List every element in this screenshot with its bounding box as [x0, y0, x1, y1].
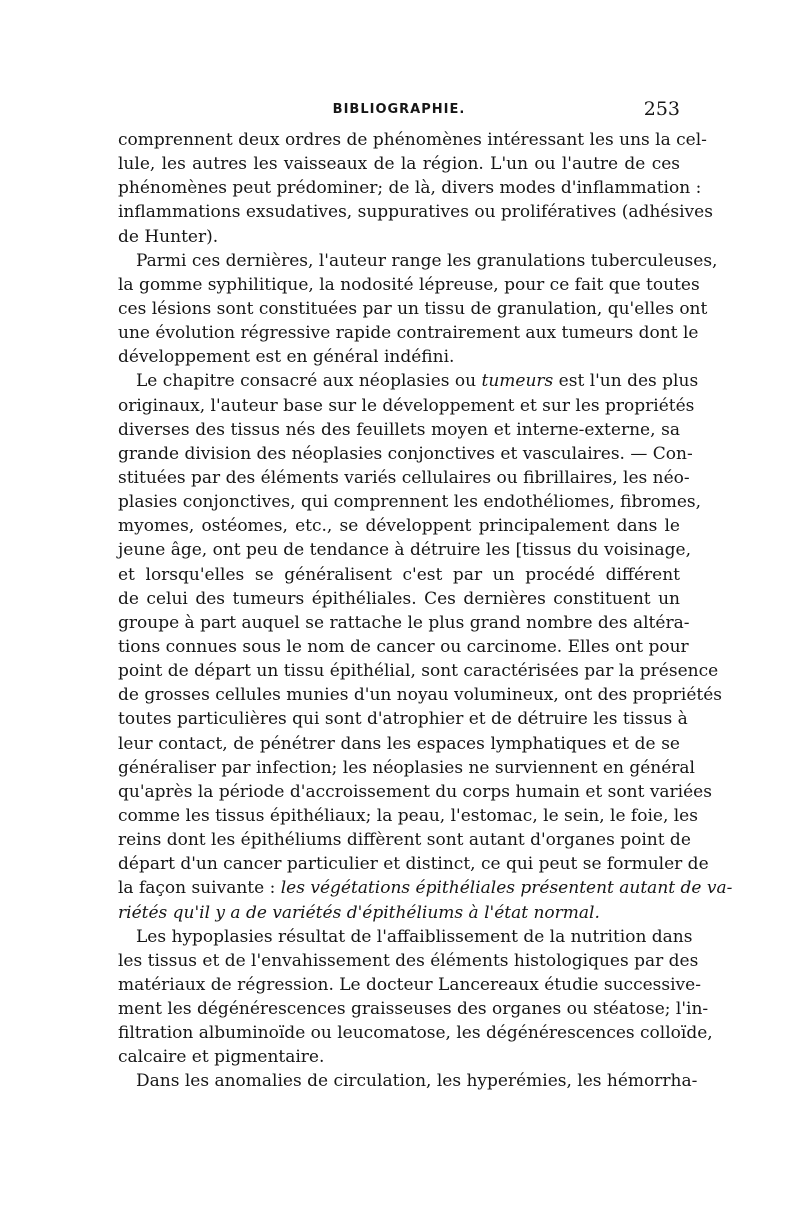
body-text — [118, 128, 733, 1094]
running-title: BIBLIOGRAPHIE. — [332, 102, 466, 117]
text-line: stituées par des éléments variés cellulaires ou fibrillaires, les néo- — [118, 467, 690, 488]
text-line: grande division des néoplasies conjonctives et vasculaires. — Con- — [118, 443, 693, 464]
text-line: toutes particulières qui sont d'atrophier et de détruire les tissus à — [118, 709, 688, 730]
text-line: ment les dégénérescences graisseuses des organes ou stéatose; l'in- — [118, 999, 709, 1020]
text-line: matériaux de régression. Le docteur Lancereaux étudie successive- — [118, 974, 701, 995]
text-line: généraliser par infection; les néoplasies ne surviennent en général — [118, 757, 695, 778]
italic-term: tumeurs — [481, 371, 554, 392]
text-line: Parmi ces dernières, l'auteur range les granulations tuberculeuses, — [136, 250, 718, 271]
text-line: Dans les anomalies de circulation, les hyperémies, les hémorrha- — [136, 1071, 698, 1092]
text-line: qu'après la période d'accroissement du corps humain et sont variées — [118, 781, 712, 802]
text-line: inflammations exsudatives, suppuratives ou prolifératives (adhésives — [118, 202, 713, 223]
text-line: calcaire et pigmentaire. — [118, 1047, 325, 1068]
text-line — [118, 369, 699, 393]
text-segment: la façon suivante : — [118, 878, 276, 899]
text-line: et lorsqu'elles se généralisent c'est par un procédé différent — [118, 564, 680, 585]
text-line: de celui des tumeurs épithéliales. Ces dernières constituent un — [118, 588, 680, 609]
text-line: de grosses cellules munies d'un noyau volumineux, ont des propriétés — [118, 685, 723, 706]
text-segment: Le chapitre consacré aux néoplasies ou — [136, 371, 477, 392]
text-line: une évolution régressive rapide contrairement aux tumeurs dont le — [118, 323, 699, 344]
text-line: phénomènes peut prédominer; de là, divers modes d'inflammation : — [118, 178, 702, 199]
text-line: Les hypoplasies résultat de l'affaiblissement de la nutrition dans — [136, 926, 693, 947]
text-segment: est l'un des plus — [558, 371, 699, 392]
text-line: leur contact, de pénétrer dans les espaces lymphatiques et de se — [118, 733, 680, 754]
text-line: départ d'un cancer particulier et distinct, ce qui peut se formuler de — [118, 854, 709, 875]
text-line: filtration albuminoïde ou leucomatose, les dégénérescences colloïde, — [118, 1023, 713, 1044]
text-line: myomes, ostéomes, etc., se développent principalement dans le — [118, 516, 680, 537]
running-header — [118, 98, 680, 122]
text-line: comme les tissus épithéliaux; la peau, l'estomac, le sein, le foie, les — [118, 805, 698, 826]
text-line: reins dont les épithéliums diffèrent sont autant d'organes point de — [118, 830, 691, 851]
text-line: originaux, l'auteur base sur le développement et sur les propriétés — [118, 395, 695, 416]
text-line: plasies conjonctives, qui comprennent les endothéliomes, fibromes, — [118, 492, 702, 513]
text-line: comprennent deux ordres de phénomènes intéressant les uns la cel- — [118, 130, 707, 150]
text-line: lule, les autres les vaisseaux de la région. L'un ou l'autre de ces — [118, 154, 680, 175]
page-number: 253 — [643, 98, 680, 120]
text-line: groupe à part auquel se rattache le plus grand nombre des altéra- — [118, 612, 690, 633]
text-line: développement est en général indéfini. — [118, 347, 455, 368]
italic-quote: les végétations épithéliales présentent autant de va- — [280, 878, 733, 899]
text-line: tions connues sous le nom de cancer ou carcinome. Elles ont pour — [118, 636, 689, 657]
text-line: diverses des tissus nés des feuillets moyen et interne-externe, sa — [118, 419, 680, 440]
text-line: riétés qu'il y a de variétés d'épithéliums à l'état normal. — [118, 902, 600, 923]
text-line: jeune âge, ont peu de tendance à détruire les [tissus du voisinage, — [118, 540, 692, 561]
text-line: ces lésions sont constituées par un tissu de granulation, qu'elles ont — [118, 298, 708, 319]
text-line: de Hunter). — [118, 226, 219, 247]
text-line — [118, 876, 733, 900]
text-line: point de départ un tissu épithélial, sont caractérisées par la présence — [118, 661, 719, 682]
text-line: les tissus et de l'envahissement des éléments histologiques par des — [118, 950, 699, 971]
text-line: la gomme syphilitique, la nodosité lépreuse, pour ce fait que toutes — [118, 274, 700, 295]
